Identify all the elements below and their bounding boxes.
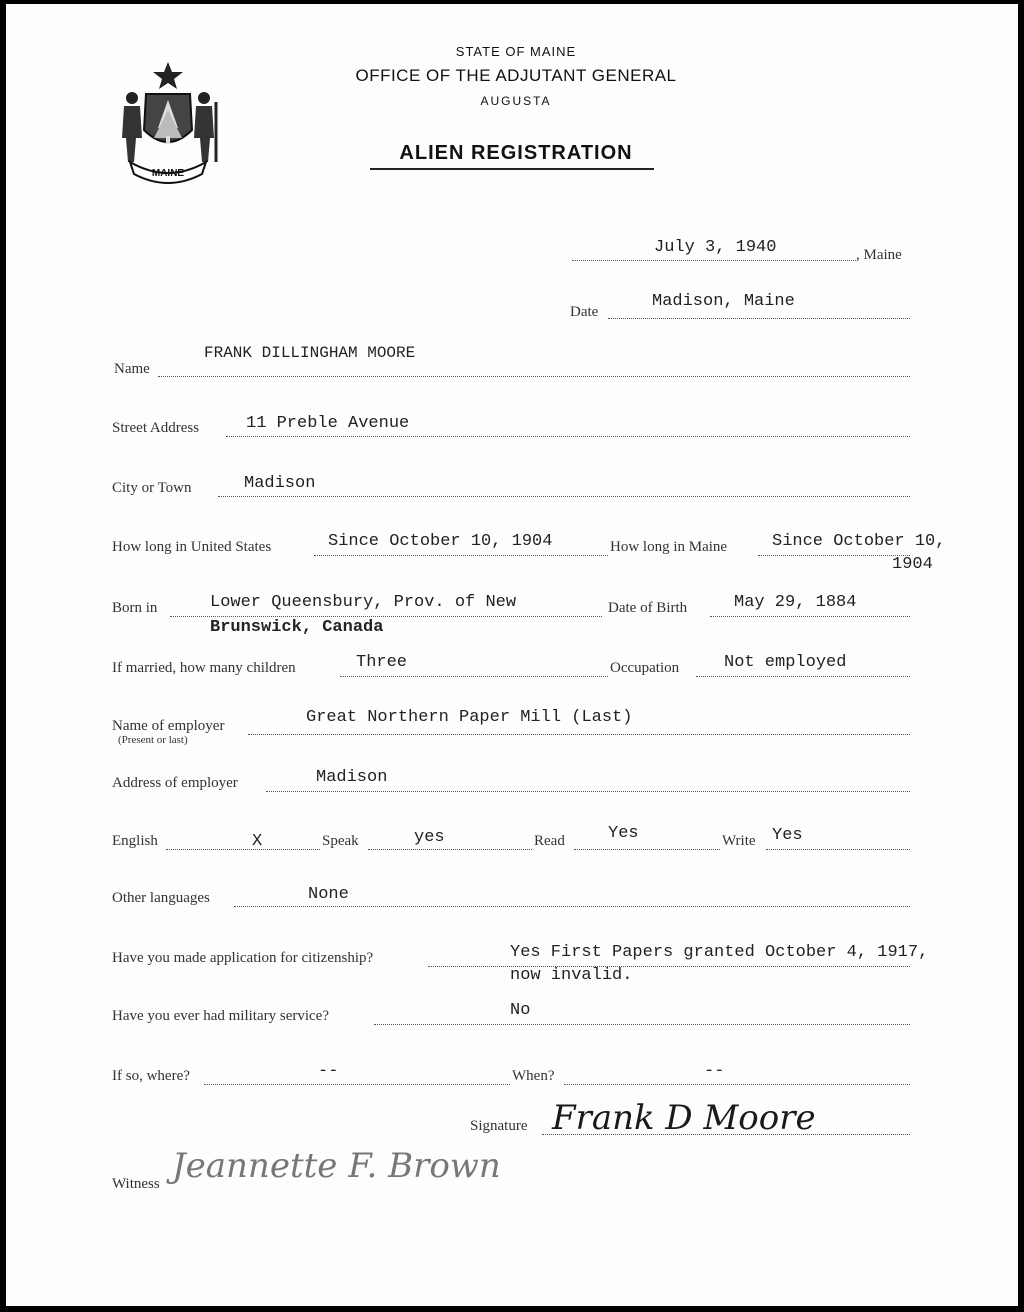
dob-value: May 29, 1884	[734, 593, 857, 612]
signature-label: Signature	[470, 1118, 528, 1134]
occupation-label: Occupation	[610, 660, 680, 676]
read-label: Read	[534, 833, 565, 849]
state-heading: STATE OF MAINE	[455, 44, 577, 59]
employer-sublabel: (Present or last)	[118, 734, 188, 746]
how-long-maine-value: Since October 10,	[772, 532, 946, 551]
office-heading: OFFICE OF THE ADJUTANT GENERAL	[355, 66, 677, 85]
write-value: Yes	[772, 826, 803, 845]
when-value: --	[704, 1062, 725, 1081]
state-suffix: , Maine	[856, 247, 902, 263]
title-underline	[370, 168, 654, 170]
maine-state-seal-icon	[112, 58, 224, 186]
city-value: Madison	[244, 474, 316, 493]
street-label: Street Address	[112, 420, 200, 436]
employer-label: Name of employer	[112, 718, 225, 734]
speak-label: Speak	[322, 833, 359, 849]
military-value: No	[510, 1001, 531, 1020]
children-label: If married, how many children	[112, 660, 296, 676]
city-label: City or Town	[112, 480, 192, 496]
date-value: July 3, 1940	[654, 238, 777, 257]
english-value: X	[252, 832, 263, 851]
city-heading: AUGUSTA	[480, 94, 552, 108]
registration-form	[6, 4, 1018, 1306]
witness-signature: Jeannette F. Brown	[172, 1146, 501, 1186]
when-label: When?	[512, 1068, 555, 1084]
citizenship-value-2: now invalid.	[510, 966, 633, 985]
witness-label: Witness	[112, 1176, 160, 1192]
employer-address-label: Address of employer	[112, 775, 238, 791]
other-languages-label: Other languages	[112, 890, 210, 906]
occupation-value: Not employed	[724, 653, 847, 672]
place-value: Madison, Maine	[652, 292, 795, 311]
how-long-us-label: How long in United States	[112, 539, 272, 555]
employer-address-value: Madison	[316, 768, 388, 787]
children-value: Three	[356, 653, 408, 672]
born-in-value: Lower Queensbury, Prov. of New	[210, 593, 517, 612]
name-label: Name	[114, 361, 150, 377]
how-long-maine-label: How long in Maine	[610, 539, 728, 555]
citizenship-label: Have you made application for citizenship?	[112, 950, 374, 966]
english-label: English	[112, 833, 158, 849]
military-label: Have you ever had military service?	[112, 1008, 329, 1024]
citizenship-value: Yes First Papers granted October 4, 1917,	[510, 943, 929, 962]
read-value: Yes	[608, 824, 639, 843]
name-value: FRANK DILLINGHAM MOORE	[204, 344, 416, 362]
form-title: ALIEN REGISTRATION	[399, 142, 633, 164]
how-long-us-value: Since October 10, 1904	[328, 532, 553, 551]
employer-value: Great Northern Paper Mill (Last)	[306, 708, 633, 727]
speak-value: yes	[414, 828, 445, 847]
street-value: 11 Preble Avenue	[246, 414, 410, 433]
where-value: --	[318, 1062, 339, 1081]
date-label: Date	[570, 304, 599, 320]
write-label: Write	[722, 833, 756, 849]
born-in-value-2: Brunswick, Canada	[210, 618, 384, 637]
how-long-maine-value-2: 1904	[892, 555, 933, 574]
other-languages-value: None	[308, 885, 349, 904]
born-in-label: Born in	[112, 600, 158, 616]
seal-banner-text: MAINE	[151, 168, 185, 179]
where-label: If so, where?	[112, 1068, 190, 1084]
signature-value: Frank D Moore	[552, 1098, 816, 1138]
dob-label: Date of Birth	[608, 600, 688, 616]
